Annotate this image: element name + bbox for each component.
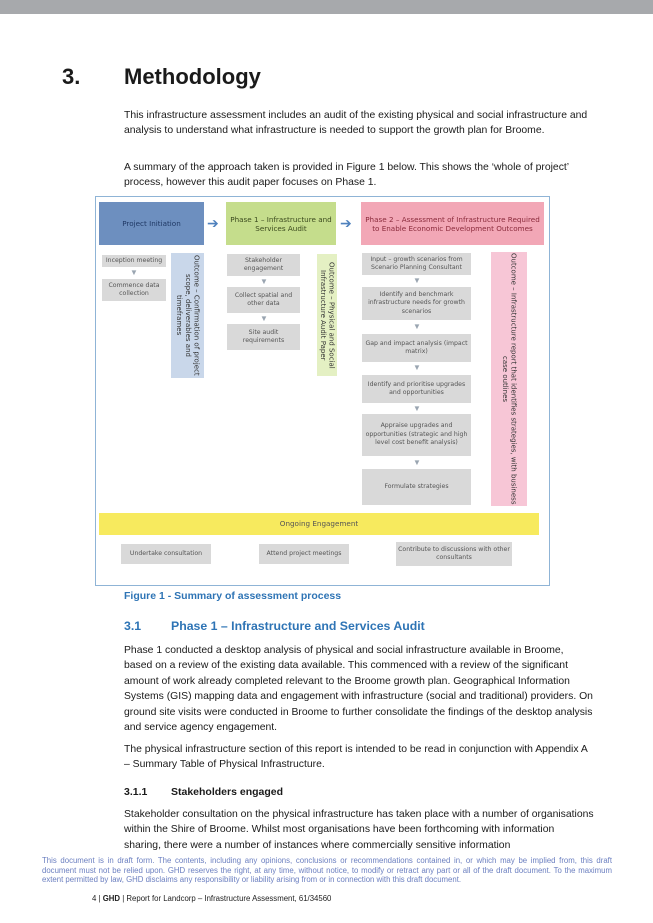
top-header-bar [0,0,653,14]
appraise-upgrades-step: Appraise upgrades and opportunities (strategic and high level cost benefit analysis) [362,414,471,456]
attend-meetings-step: Attend project meetings [259,544,349,564]
phase2-outcome-text: Outcome – Infrastructure report that identifies strategies, with business case outlines [501,253,518,505]
arrow-down-icon: ▼ [413,458,421,467]
phase1-outcome-box [317,254,337,376]
arrow-down-icon: ▼ [260,314,268,323]
subsection-number: 3.1 [124,619,142,633]
contribute-discussions-step: Contribute to discussions with other consultants [396,542,512,566]
page-footer: 4 | GHD | Report for Landcorp – Infrastructure Assessment, 61/34560 [92,894,332,903]
subsubsection-number: 3.1.1 [124,786,148,798]
footer-text: Report for Landcorp – Infrastructure Assessment, 61/34560 [126,894,332,903]
project-initiation-box: Project Initiation [99,202,204,245]
phase1-paragraph-2: The physical infrastructure section of this report is intended to be read in conjunction with Appendix A – Summary Table of Physical Infrastructure. [124,744,588,771]
gap-impact-analysis-step: Gap and impact analysis (impact matrix) [362,334,471,362]
subsubsection-title: Stakeholders engaged [171,786,284,798]
section-title: Methodology [124,64,261,89]
figure-caption: Figure 1 - Summary of assessment process [124,590,342,602]
intro-paragraph-1: This infrastructure assessment includes an audit of the existing physical and social infrastructure and analysis to understand what infrastructure is needed to support the growth plan for Broome. [124,110,588,137]
subsection-title: Phase 1 – Infrastructure and Services Audit [171,619,425,633]
collect-data-step: Collect spatial and other data [227,287,300,313]
stakeholders-paragraph: Stakeholder consultation on the physical infrastructure has taken place with a number of organisations within the Shire of Broome. Whilst most organisations have been forthcoming with information sharing, there were a number of instances where commercially sensitive information [124,809,594,851]
phase0-outcome-box [171,253,204,378]
arrow-down-icon: ▼ [413,276,421,285]
assessment-process-diagram [95,196,550,586]
ongoing-engagement-bar: Ongoing Engagement [99,513,539,535]
phase1-paragraph-1: Phase 1 conducted a desktop analysis of physical and social infrastructure available in Broome, based on a review of the existing data available. This commenced with a review of the significant amount of work already completed relevant to the Broome growth plan. Geographical Information Systems (GIS) mapping data and engagement with infrastructure (social and traditional) providers. On ground site visits were conducted in Broome to further consolidate the findings of the desktop analysis and service agency engagement. [124,645,593,734]
footer-brand: GHD [102,894,121,903]
undertake-consultation-step: Undertake consultation [121,544,211,564]
growth-scenarios-input-step: Input – growth scenarios from Scenario Planning Consultant [362,253,471,275]
arrow-down-icon: ▼ [413,404,421,413]
intro-paragraph-2: A summary of the approach taken is provided in Figure 1 below. This shows the ‘whole of project’ process, however this audit paper focuses on Phase 1. [124,162,569,189]
phase0-outcome-text: Outcome – Confirmation of project scope, deliverables and timeframes [175,255,201,376]
phase2-box: Phase 2 – Assessment of Infrastructure Required to Enable Economic Development Outcomes [361,202,544,245]
page-number: 4 [92,894,97,903]
commence-data-collection-step: Commence data collection [102,279,166,301]
arrow-down-icon: ▼ [130,268,138,277]
inception-meeting-step: Inception meeting [102,255,166,267]
stakeholder-engagement-step: Stakeholder engagement [227,254,300,276]
site-audit-step: Site audit requirements [227,324,300,350]
formulate-strategies-step: Formulate strategies [362,469,471,505]
identify-benchmark-step: Identify and benchmark infrastructure needs for growth scenarios [362,287,471,320]
phase1-outcome-text: Outcome – Physical and Social Infrastructure Audit Paper [319,261,336,369]
arrow-right-icon: ➔ [207,215,219,231]
section-number: 3. [62,64,81,89]
draft-notice: This document is in draft form. The contents, including any opinions, conclusions or recommendations contained in, or which may be implied from, this draft document must not be relied upon. GHD reserves the right, at any time, without notice, to modify or retract any part or all of the draft document. To the maximum extent permitted by law, GHD disclaims any responsibility or liability arising from or in connection with this draft document. [42,856,612,885]
arrow-down-icon: ▼ [413,363,421,372]
prioritise-upgrades-step: Identify and prioritise upgrades and opportunities [362,375,471,403]
phase2-outcome-box [491,252,527,506]
arrow-down-icon: ▼ [413,322,421,331]
phase1-box: Phase 1 – Infrastructure and Services Audit [226,202,336,245]
arrow-down-icon: ▼ [260,277,268,286]
arrow-right-icon: ➔ [340,215,352,231]
